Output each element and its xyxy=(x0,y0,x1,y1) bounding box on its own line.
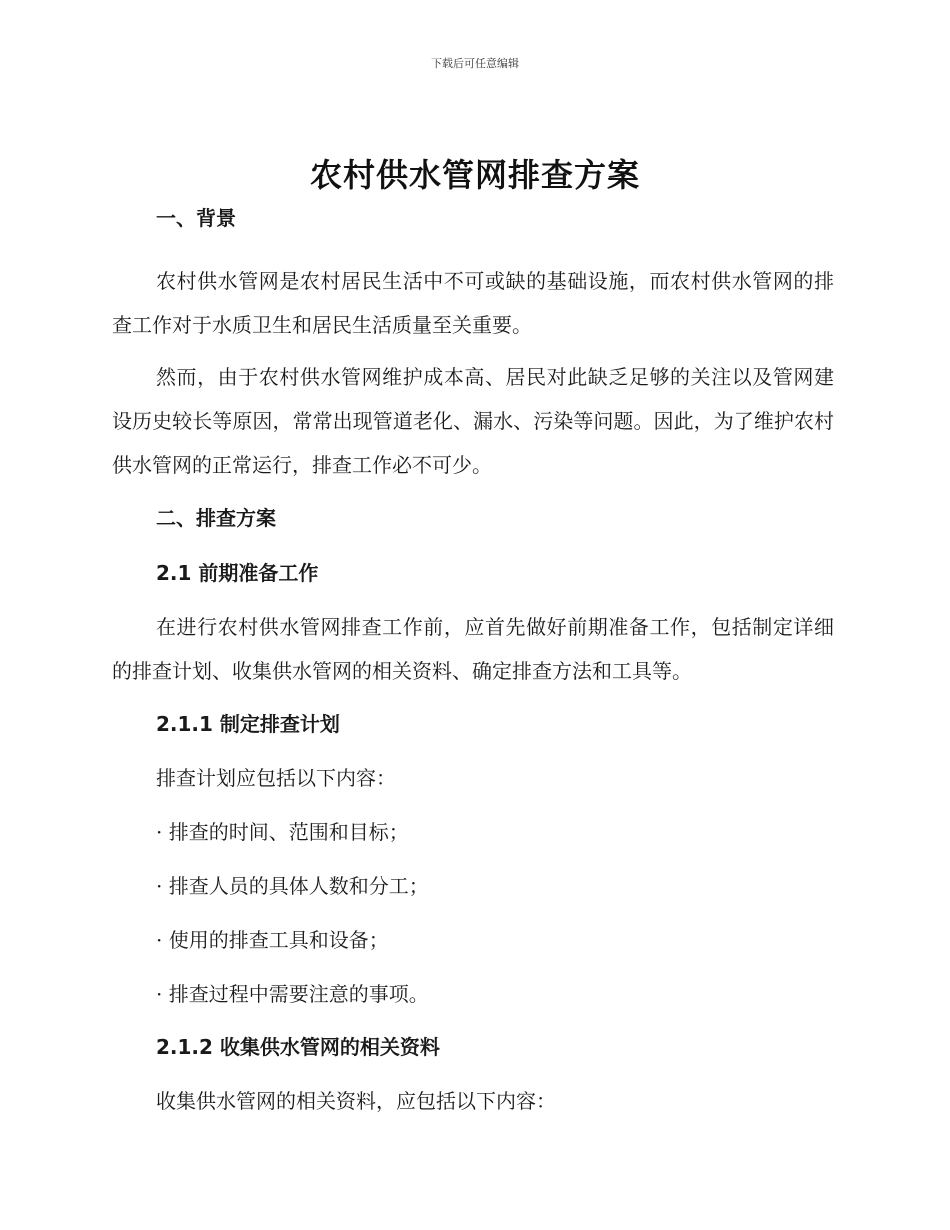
paragraph-plan-intro: 排查计划应包括以下内容： xyxy=(156,766,396,790)
subsection-heading-2-1-2: 2.1.2 收集供水管网的相关资料 xyxy=(156,1035,440,1059)
header-note: 下载后可任意编辑 xyxy=(431,57,519,70)
subsection-heading-2-1: 2.1 前期准备工作 xyxy=(156,561,319,585)
paragraph-background-1: 农村供水管网是农村居民生活中不可或缺的基础设施，而农村供水管网的排查工作对于水质卫生和居民生活质量至关重要。 xyxy=(112,269,834,337)
list-item: · 排查过程中需要注意的事项。 xyxy=(156,982,429,1006)
paragraph-background-2: 然而，由于农村供水管网维护成本高、居民对此缺乏足够的关注以及管网建设历史较长等原因，常常出现管道老化、漏水、污染等问题。因此，为了维护农村供水管网的正常运行，排查工作必不可少。 xyxy=(112,365,834,477)
document-body xyxy=(112,200,834,1123)
section-heading-plan: 二、排查方案 xyxy=(156,506,276,530)
document-title: 农村供水管网排查方案 xyxy=(309,156,640,194)
section-heading-background: 一、背景 xyxy=(156,206,236,230)
list-item: · 排查的时间、范围和目标； xyxy=(156,820,409,844)
list-item: · 排查人员的具体人数和分工； xyxy=(156,874,429,898)
paragraph-preparation: 在进行农村供水管网排查工作前，应首先做好前期准备工作，包括制定详细的排查计划、收集供水管网的相关资料、确定排查方法和工具等。 xyxy=(112,615,834,683)
list-item: · 使用的排查工具和设备； xyxy=(156,928,389,952)
subsection-heading-2-1-1: 2.1.1 制定排查计划 xyxy=(156,712,340,736)
paragraph-materials-intro: 收集供水管网的相关资料，应包括以下内容： xyxy=(156,1089,556,1113)
